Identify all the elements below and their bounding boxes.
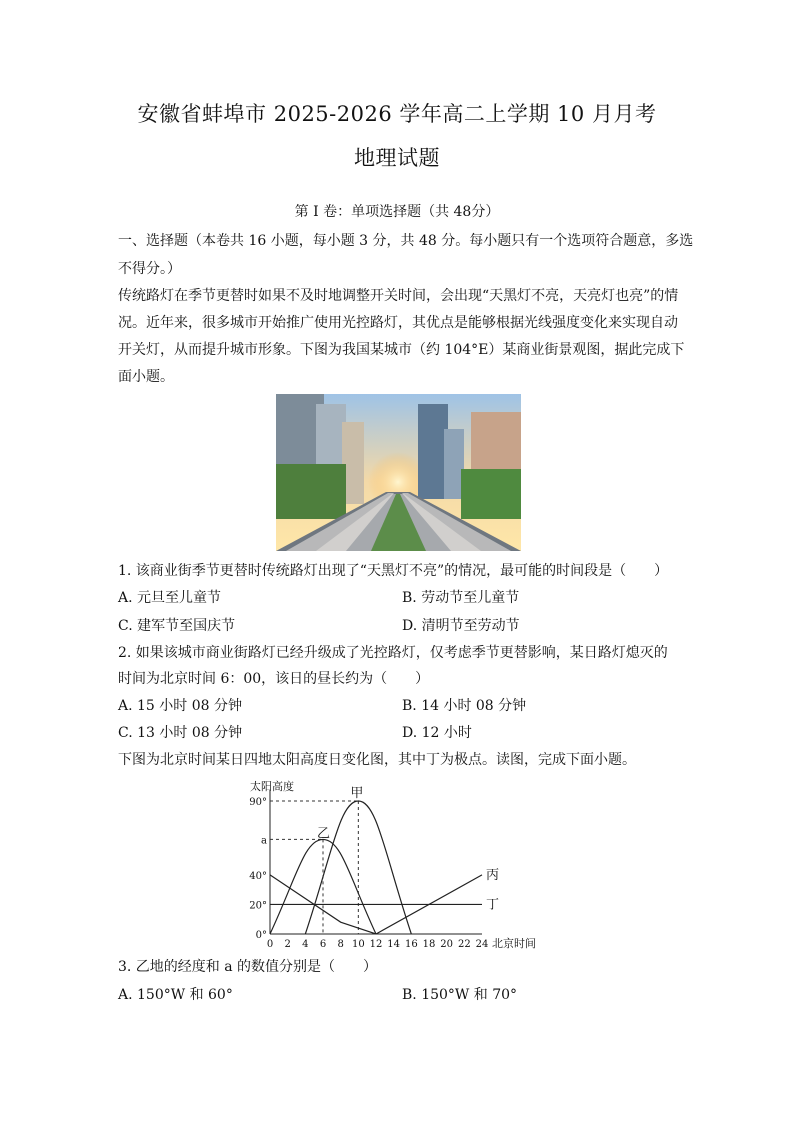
- x-tick-label: 12: [369, 939, 383, 950]
- q1-option-d[interactable]: D. 清明节至劳动节: [402, 618, 520, 634]
- q1-option-b[interactable]: B. 劳动节至儿童节: [402, 590, 520, 606]
- street-scene-photo: [276, 394, 521, 551]
- series-label-bing: 丙: [486, 867, 500, 883]
- x-axis-title: 北京时间: [492, 937, 536, 950]
- question-3-stem: 3. 乙地的经度和 a 的数值分别是（ ）: [118, 959, 378, 975]
- q3-option-b[interactable]: B. 150°W 和 70°: [402, 987, 518, 1003]
- y-tick-label: 20°: [249, 900, 267, 912]
- x-tick-label: 16: [404, 939, 418, 950]
- x-tick-label: 4: [302, 939, 309, 950]
- passage1-line-3: 开关灯，从而提升城市形象。下图为我国某城市（约 104°E）某商业街景观图，据此完成下: [118, 342, 685, 358]
- x-tick-label: 8: [337, 939, 344, 950]
- exam-subject: 地理试题: [354, 146, 440, 170]
- section-heading: 第 I 卷：单项选择题（共 48分）: [294, 204, 500, 220]
- instruction-line-1: 一、选择题（本卷共 16 小题，每小题 3 分，共 48 分。每小题只有一个选项符合题意，多选: [118, 233, 694, 249]
- x-tick-label: 24: [475, 939, 489, 950]
- q2-option-b[interactable]: B. 14 小时 08 分钟: [402, 698, 527, 714]
- exam-title: 安徽省蚌埠市 2025-2026 学年高二上学期 10 月月考: [137, 102, 657, 126]
- y-tick-label: 40°: [249, 870, 267, 882]
- passage1-line-1: 传统路灯在季节更替时如果不及时地调整开关时间，会出现“天黑灯不亮，天亮灯也亮”的情: [118, 288, 679, 304]
- question-1-stem: 1. 该商业街季节更替时传统路灯出现了“天黑灯不亮”的情况，最可能的时间段是（ ）: [118, 563, 669, 579]
- question-2-stem-line-1: 2. 如果该城市商业街路灯已经升级成了光控路灯，仅考虑季节更替影响，某日路灯熄灭的: [118, 645, 668, 661]
- instruction-line-2: 不得分。）: [118, 261, 181, 277]
- x-tick-label: 6: [319, 939, 327, 950]
- x-tick-label: 22: [457, 939, 471, 950]
- passage2: 下图为北京时间某日四地太阳高度日变化图，其中丁为极点。读图，完成下面小题。: [118, 752, 636, 768]
- x-tick-label: 18: [422, 939, 436, 950]
- q2-option-a[interactable]: A. 15 小时 08 分钟: [118, 698, 242, 714]
- passage1-line-2: 况。近年来，很多城市开始推广使用光控路灯，其优点是能够根据光线强度变化来实现自动: [118, 315, 678, 331]
- q1-option-a[interactable]: A. 元旦至儿童节: [118, 590, 222, 606]
- x-tick-label: 2: [284, 939, 291, 950]
- y-tick-label: 90°: [249, 797, 267, 808]
- x-tick-label: 14: [387, 939, 401, 950]
- q2-option-c[interactable]: C. 13 小时 08 分钟: [118, 725, 243, 741]
- q1-option-c[interactable]: C. 建军节至国庆节: [118, 618, 236, 634]
- x-tick-label: 10: [351, 939, 365, 950]
- sun-altitude-svg: [240, 778, 550, 950]
- passage1-line-4: 面小题。: [118, 369, 174, 385]
- series-label-yi: 乙: [317, 826, 331, 842]
- y-tick-label: 0°: [255, 930, 267, 941]
- q3-option-a[interactable]: A. 150°W 和 60°: [118, 987, 233, 1003]
- question-2-stem-line-2: 时间为北京时间 6：00，该日的昼长约为（ ）: [118, 671, 430, 687]
- q2-option-d[interactable]: D. 12 小时: [402, 725, 472, 741]
- series-label-jia: 甲: [350, 786, 364, 801]
- series-label-ding: 丁: [486, 897, 500, 913]
- x-tick-label: 0: [266, 939, 274, 950]
- y-tick-label: a: [261, 835, 267, 847]
- x-tick-label: 20: [440, 939, 454, 950]
- sun-altitude-chart: [240, 778, 550, 950]
- y-axis-title: 太阳高度: [250, 780, 294, 793]
